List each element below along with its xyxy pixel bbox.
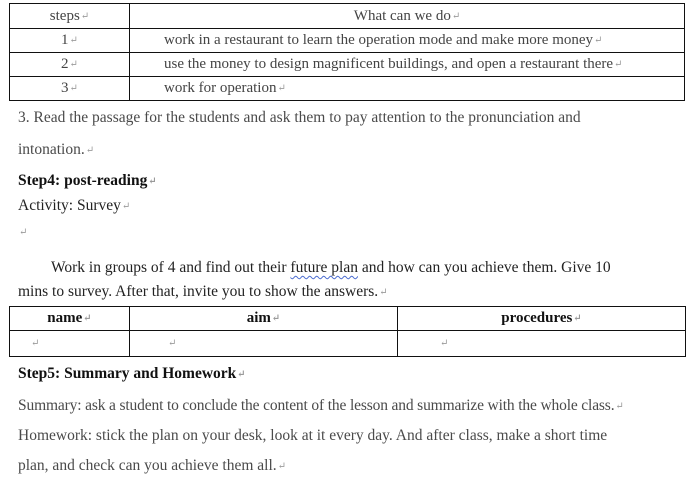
step-number: 3: [61, 80, 69, 96]
instruction-line: [18, 109, 581, 127]
activity-line: [18, 197, 130, 215]
empty-paragraph: [18, 223, 27, 241]
step-text-cell: [130, 29, 685, 53]
name-header-label: name: [47, 310, 83, 326]
what-header-cell: [130, 4, 685, 29]
instruction-line: [18, 141, 94, 159]
step5-heading: Step5: Summary and Homework: [18, 365, 237, 382]
procedures-header-cell: [398, 307, 686, 331]
paragraph-mark-icon: ↵: [451, 10, 461, 22]
step-number: 1: [61, 32, 69, 48]
paragraph-mark-icon: ↵: [277, 461, 287, 472]
survey-paragraph-line: [18, 283, 388, 301]
step-number-cell: [10, 29, 130, 53]
survey-table: [9, 306, 686, 357]
survey-text-pre: Work in groups of 4 and find out their: [51, 259, 291, 276]
step-number: 2: [61, 56, 69, 72]
steps-table-header-row: [10, 4, 685, 29]
table-row: [10, 53, 685, 77]
step-number-cell: [10, 53, 130, 77]
paragraph-mark-icon: ↵: [168, 338, 177, 349]
steps-header-cell: [10, 4, 130, 29]
step4-heading: Step4: post-reading: [18, 172, 148, 189]
summary-line: [18, 397, 624, 415]
table-row: [10, 331, 686, 357]
steps-table: [9, 3, 685, 101]
survey-text-line2: mins to survey. After that, invite you to show the answers.: [18, 283, 379, 300]
survey-text-post: and how can you achieve them. Give 10: [357, 259, 611, 276]
step-text: use the money to design magnificent buildings, and open a restaurant there: [164, 56, 614, 72]
procedures-cell: [398, 331, 686, 357]
survey-text-underlined: future plan: [290, 259, 358, 276]
summary-text: Summary: ask a student to conclude the content of the lesson and summarize with the whole class.: [18, 397, 615, 414]
paragraph-mark-icon: ↵: [440, 338, 449, 349]
procedures-header-label: procedures: [501, 310, 573, 326]
paragraph-mark-icon: ↵: [19, 227, 28, 238]
step-text-cell: [130, 77, 685, 101]
what-header-label: What can we do: [353, 7, 451, 24]
paragraph-mark-icon: ↵: [85, 145, 95, 156]
paragraph-mark-icon: ↵: [69, 83, 78, 94]
table-row: [10, 29, 685, 53]
paragraph-mark-icon: ↵: [379, 287, 388, 298]
paragraph-mark-icon: ↵: [69, 59, 78, 70]
survey-table-header-row: [10, 307, 686, 331]
steps-header-label: steps: [49, 7, 80, 24]
paragraph-mark-icon: ↵: [121, 201, 131, 212]
paragraph-mark-icon: ↵: [594, 35, 603, 46]
step-text-cell: [130, 53, 685, 77]
instruction-text: 3. Read the passage for the students and ask them to pay attention to the pronunciation and: [18, 109, 581, 126]
paragraph-mark-icon: ↵: [237, 369, 246, 380]
homework-text: plan, and check can you achieve them all.: [18, 457, 277, 474]
paragraph-mark-icon: ↵: [614, 59, 623, 70]
paragraph-mark-icon: ↵: [31, 338, 40, 349]
homework-line: [18, 427, 607, 445]
paragraph-mark-icon: ↵: [69, 35, 78, 46]
table-row: [10, 77, 685, 101]
instruction-text: intonation.: [18, 141, 85, 158]
activity-text: Activity: Survey: [18, 197, 121, 214]
name-header-cell: [10, 307, 130, 331]
paragraph-mark-icon: ↵: [615, 401, 624, 412]
step-number-cell: [10, 77, 130, 101]
aim-header-label: aim: [246, 310, 271, 326]
paragraph-mark-icon: ↵: [271, 313, 281, 324]
homework-line: [18, 457, 286, 475]
paragraph-mark-icon: ↵: [83, 313, 92, 324]
paragraph-mark-icon: ↵: [80, 10, 90, 22]
paragraph-mark-icon: ↵: [148, 176, 157, 187]
aim-cell: [130, 331, 398, 357]
step-text: work for operation: [164, 80, 277, 96]
step-text: work in a restaurant to learn the operation mode and make more money: [164, 32, 594, 48]
section-heading: [18, 172, 157, 190]
survey-paragraph-line: [51, 259, 611, 277]
aim-header-cell: [130, 307, 398, 331]
paragraph-mark-icon: ↵: [573, 313, 582, 324]
paragraph-mark-icon: ↵: [277, 83, 286, 94]
section-heading: [18, 365, 246, 383]
name-cell: [10, 331, 130, 357]
homework-text: Homework: stick the plan on your desk, look at it every day. And after class, make a short time: [18, 427, 608, 444]
